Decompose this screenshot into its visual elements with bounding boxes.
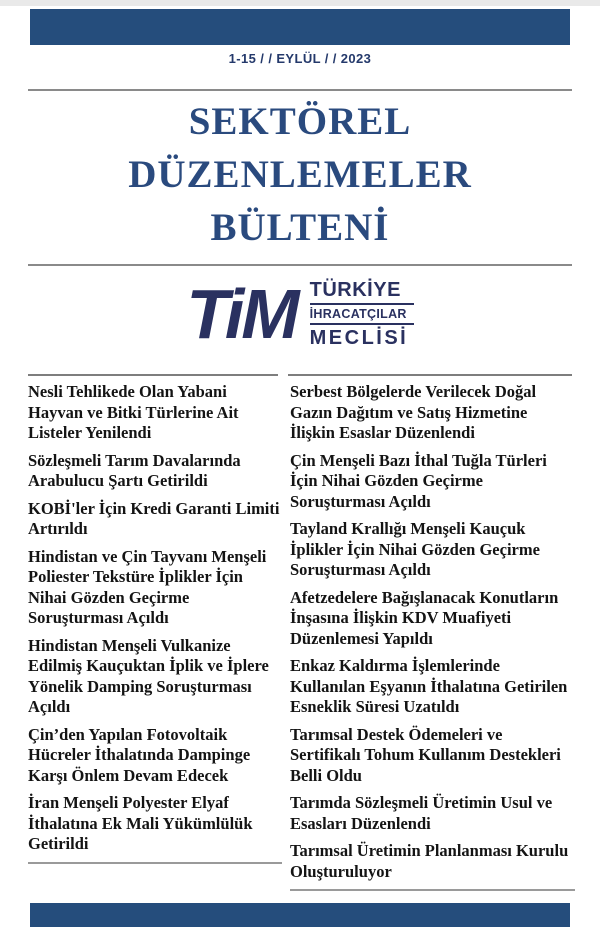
headline-item: Tarımsal Destek Ödemeleri ve Sertifikalı Tohum Kullanım Destekleri Belli Oldu	[290, 724, 561, 785]
org-name-separator-1	[310, 303, 414, 305]
tim-logo-org-name	[310, 280, 414, 349]
headline-item: Hindistan ve Çin Tayvanı Menşeli Poliester Tekstüre İplikler İçin Nihai Gözden Geçirme Soruşturması Açıldı	[28, 546, 267, 627]
left-column-top-rule	[28, 374, 278, 376]
headline-item: Serbest Bölgelerde Verilecek Doğal Gazın Dağıtım ve Satış Hizmetine İlişkin Esaslar Düzenlendi	[290, 382, 537, 442]
headline-item: Tarımda Sözleşmeli Üretimin Usul ve Esasları Düzenlendi	[290, 793, 553, 833]
page-edge-strip	[0, 0, 600, 6]
headline-column-right	[290, 382, 575, 891]
bottom-banner-bar	[30, 903, 570, 927]
headline-item: Çin’den Yapılan Fotovoltaik Hücreler İthalatında Dampinge Karşı Önlem Devam Edecek	[28, 724, 251, 785]
right-column-top-rule	[288, 374, 572, 376]
page-title-line-3: BÜLTENİ	[210, 206, 390, 249]
org-name-line-3: MECLİSİ	[309, 326, 409, 349]
headline-item: Tarımsal Üretimin Planlanması Kurulu Oluşturuluyor	[290, 841, 569, 881]
page-title	[0, 95, 600, 254]
left-column-bottom-rule	[28, 862, 282, 864]
headline-item: Hindistan Menşeli Vulkanize Edilmiş Kauçuktan İplik ve İplere Yönelik Damping Soruşturması Açıldı	[28, 635, 269, 716]
headline-item: Sözleşmeli Tarım Davalarında Arabulucu Şartı Getirildi	[28, 450, 241, 490]
headline-item: Tayland Krallığı Menşeli Kauçuk İplikler İçin Nihai Gözden Geçirme Soruşturması Açıldı	[290, 519, 540, 579]
org-name-line-2: İHRACATÇILAR	[309, 306, 407, 321]
issue-date: 1-15 / / EYLÜL / / 2023	[228, 51, 372, 66]
page-title-line-1: SEKTÖREL	[188, 100, 412, 143]
headline-item: İran Menşeli Polyester Elyaf İthalatına Ek Mali Yükümlülük Getirildi	[28, 793, 253, 853]
headline-item: Afetzedelere Bağışlanacak Konutların İnşasına İlişkin KDV Muafiyeti Düzenlemesi Yapıldı	[290, 587, 559, 648]
page-title-line-2: DÜZENLEMELER	[128, 153, 472, 196]
right-column-bottom-rule	[290, 889, 575, 891]
headline-item: KOBİ'ler İçin Kredi Garanti Limiti Artırıldı	[28, 498, 280, 538]
divider-above-title	[28, 89, 572, 91]
headline-item: Enkaz Kaldırma İşlemlerinde Kullanılan Eşyanın İthalatına Getirilen Esneklik Süresi Uzatıldı	[290, 656, 568, 716]
tim-logo	[0, 275, 600, 353]
top-banner-bar	[30, 9, 570, 45]
org-name-line-1: TÜRKİYE	[309, 278, 401, 301]
headline-item: Çin Menşeli Bazı İthal Tuğla Türleri İçin Nihai Gözden Geçirme Soruşturması Açıldı	[290, 450, 547, 511]
tim-logo-wordmark: TiM	[186, 275, 297, 353]
headline-item: Nesli Tehlikede Olan Yabani Hayvan ve Bitki Türlerine Ait Listeler Yenilendi	[28, 382, 239, 442]
divider-below-title	[28, 264, 572, 266]
org-name-separator-2	[310, 323, 414, 325]
headline-column-left	[28, 382, 282, 864]
